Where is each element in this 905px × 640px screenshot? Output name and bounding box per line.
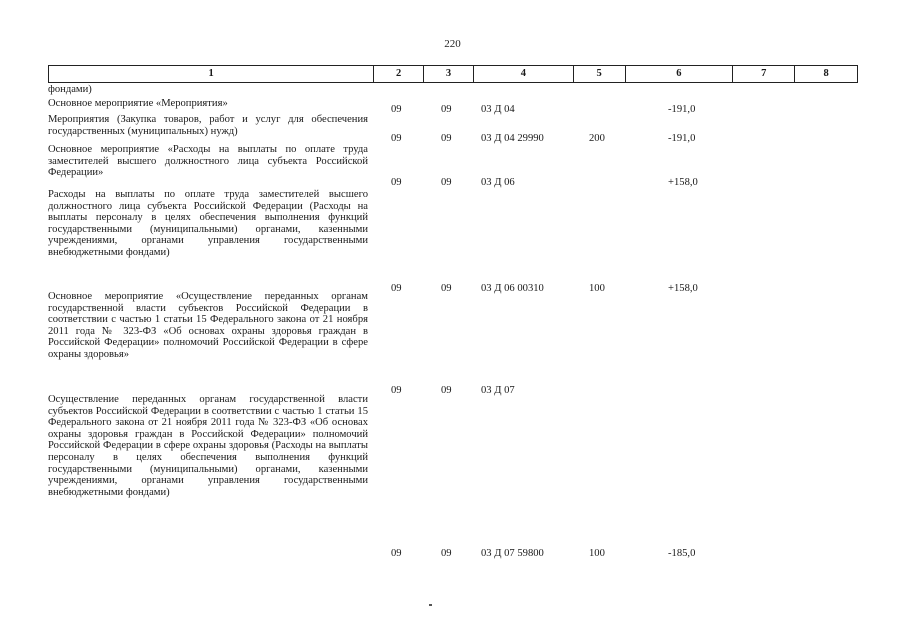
cell-section: 09 [391, 385, 402, 396]
cell-subsection: 09 [441, 385, 452, 396]
column-header-3: 3 [424, 66, 474, 82]
column-header-4: 4 [474, 66, 574, 82]
cell-subsection: 09 [441, 548, 452, 559]
row-description: Осуществление переданных органам государственной власти субъектов Российской Федерации в соответствии с частью 1 статьи 15 Федерального закона от 21 ноября 2011 года № 323-ФЗ «Об основах охраны здоровья граждан в Российской Федерации» полномочий Российской Федерации в сфере охраны здоровья (Расходы на выплаты персоналу в целях обеспечения выполнения функций государственными (муниципальными) органами, казенными учреждениями, органами управления государственными внебюджетными фондами) [48, 394, 368, 498]
cell-target-article: 03 Д 07 [481, 385, 515, 396]
cell-subsection: 09 [441, 133, 452, 144]
row-description: Основное мероприятие «Расходы на выплаты по оплате труда заместителей высшего должностного лица субъекта Российской Федерации» [48, 144, 368, 179]
cell-section: 09 [391, 548, 402, 559]
cell-section: 09 [391, 133, 402, 144]
cell-amount: -191,0 [668, 104, 696, 115]
row-description: Мероприятия (Закупка товаров, работ и услуг для обеспечения государственных (муниципальных) нужд) [48, 114, 368, 137]
column-header-2: 2 [374, 66, 424, 82]
cell-target-article: 03 Д 07 59800 [481, 548, 544, 559]
column-header-6: 6 [626, 66, 734, 82]
table-header [48, 65, 858, 83]
cell-section: 09 [391, 283, 402, 294]
cell-subsection: 09 [441, 177, 452, 188]
cell-target-article: 03 Д 04 29990 [481, 133, 544, 144]
cell-expense-type: 100 [589, 548, 605, 559]
cell-target-article: 03 Д 06 00310 [481, 283, 544, 294]
column-header-8: 8 [823, 68, 829, 79]
cell-expense-type: 100 [589, 283, 605, 294]
page-number: 220 [444, 38, 461, 50]
row-description: Основное мероприятие «Мероприятия» [48, 98, 228, 109]
cell-section: 09 [391, 104, 402, 115]
cell-expense-type: 200 [589, 133, 605, 144]
cell-amount: +158,0 [668, 283, 698, 294]
row-description: Основное мероприятие «Осуществление переданных органам государственной власти субъектов Российской Федерации в соответствии с частью 1 статьи 15 Федерального закона от 21 ноября 2011 года № 323-ФЗ «Об основах охраны здоровья граждан в Российской Федерации» полномочий Российской Федерации в сфере охраны здоровья» [48, 291, 368, 360]
cell-amount: +158,0 [668, 177, 698, 188]
cell-target-article: 03 Д 06 [481, 177, 515, 188]
cell-amount: -191,0 [668, 133, 696, 144]
scan-speck [429, 604, 432, 606]
cell-section: 09 [391, 177, 402, 188]
cell-subsection: 09 [441, 104, 452, 115]
column-header-5: 5 [574, 66, 626, 82]
row-description: Расходы на выплаты по оплате труда заместителей высшего должностного лица субъекта Российской Федерации (Расходы на выплаты персоналу в целях обеспечения выполнения функций государственными (муниципальными) органами, казенными учреждениями, органами управления государственными внебюджетными фондами) [48, 189, 368, 258]
cell-target-article: 03 Д 04 [481, 104, 515, 115]
row-description: фондами) [48, 84, 92, 95]
cell-subsection: 09 [441, 283, 452, 294]
column-header-1: 1 [49, 66, 374, 82]
column-header-7: 7 [733, 66, 795, 82]
cell-amount: -185,0 [668, 548, 696, 559]
